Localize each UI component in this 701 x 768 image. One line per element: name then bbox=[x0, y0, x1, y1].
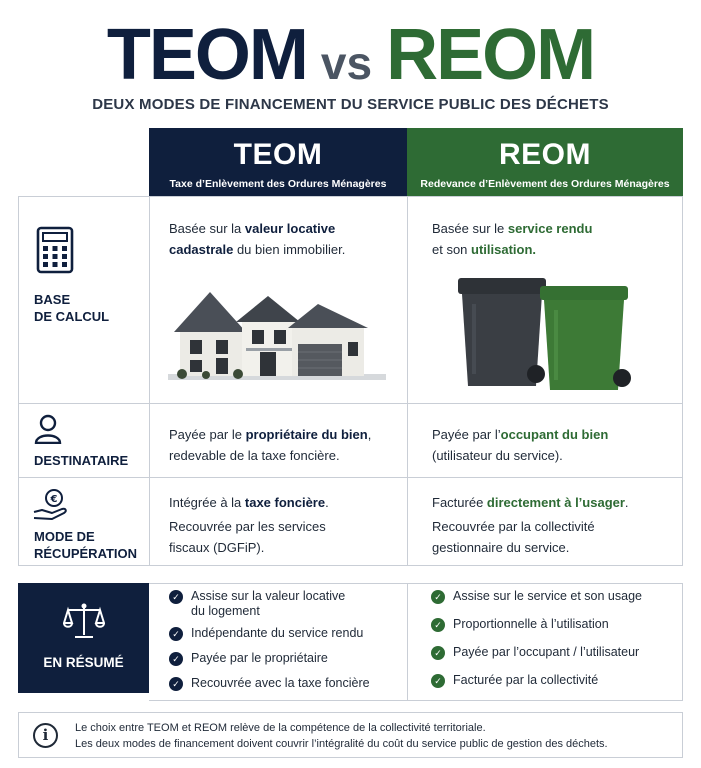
info-icon: i bbox=[33, 723, 58, 748]
summary-divider bbox=[407, 583, 408, 701]
summary-label: EN RÉSUMÉ bbox=[43, 655, 124, 670]
page-title bbox=[0, 14, 701, 96]
summary-reom-item: ✓ Proportionnelle à l’utilisation bbox=[431, 617, 676, 632]
title-teom: TEOM bbox=[106, 15, 307, 95]
summary-teom-item: ✓ Indépendante du service rendu bbox=[169, 626, 399, 641]
check-icon: ✓ bbox=[431, 646, 445, 660]
teom-mode-text: Intégrée à la taxe foncière. Recouvrée par les services fiscaux (DGFiP). bbox=[169, 495, 329, 555]
check-icon: ✓ bbox=[169, 627, 183, 641]
teom-full-name: Taxe d’Enlèvement des Ordures Ménagères bbox=[169, 178, 387, 190]
svg-text:€: € bbox=[50, 494, 58, 505]
summary-teom-item: ✓ Payée par le propriétaire bbox=[169, 651, 399, 666]
column-divider bbox=[149, 196, 150, 566]
column-divider bbox=[407, 196, 408, 566]
summary-label-box bbox=[18, 583, 149, 693]
title-reom: REOM bbox=[386, 15, 595, 95]
calculator-icon bbox=[36, 226, 74, 274]
hand-euro-icon bbox=[32, 488, 70, 522]
info-box bbox=[18, 712, 683, 758]
house-illustration bbox=[168, 282, 386, 384]
check-icon: ✓ bbox=[169, 590, 183, 604]
column-header-teom bbox=[149, 128, 407, 196]
title-vs: vs bbox=[320, 37, 373, 89]
scales-icon bbox=[63, 601, 105, 641]
teom-base-text: Basée sur la valeur locative cadastrale du bien immobilier. bbox=[169, 221, 346, 257]
row-divider bbox=[18, 477, 683, 478]
reom-destinataire-text: Payée par l’occupant du bien (utilisateur du service). bbox=[432, 427, 609, 463]
bins-illustration bbox=[452, 274, 634, 394]
row-label-base: BASE DE CALCUL bbox=[34, 292, 110, 324]
page-subtitle: DEUX MODES DE FINANCEMENT DU SERVICE PUBLIC DES DÉCHETS bbox=[92, 96, 609, 113]
column-header-reom bbox=[407, 128, 683, 196]
person-icon bbox=[34, 414, 62, 444]
teom-name: TEOM bbox=[233, 138, 323, 171]
info-text: Le choix entre TEOM et REOM relève de la compétence de la collectivité territoriale. Les deux modes de financement doivent couvrir l’intégralité du coût du service public de gestion des déchets. bbox=[75, 722, 608, 750]
check-icon: ✓ bbox=[169, 677, 183, 691]
check-icon: ✓ bbox=[431, 674, 445, 688]
summary-reom-item: ✓ Facturée par la collectivité bbox=[431, 673, 676, 688]
summary-teom-item: ✓ Assise sur la valeur locative du logement bbox=[169, 589, 399, 619]
check-icon: ✓ bbox=[169, 652, 183, 666]
row-label-destinataire: DESTINATAIRE bbox=[34, 453, 129, 468]
summary-teom-item: ✓ Recouvrée avec la taxe foncière bbox=[169, 676, 399, 691]
reom-full-name: Redevance d’Enlèvement des Ordures Ménagères bbox=[420, 178, 670, 190]
summary-reom-item: ✓ Assise sur le service et son usage bbox=[431, 589, 676, 604]
row-divider bbox=[18, 403, 683, 404]
row-label-mode: MODE DE RÉCUPÉRATION bbox=[34, 529, 138, 561]
summary-reom-item: ✓ Payée par l’occupant / l’utilisateur bbox=[431, 645, 676, 660]
reom-name: REOM bbox=[499, 138, 591, 171]
teom-destinataire-text: Payée par le propriétaire du bien, redevable de la taxe foncière. bbox=[169, 427, 372, 463]
reom-mode-text: Facturée directement à l’usager. Recouvrée par la collectivité gestionnaire du service. bbox=[432, 495, 629, 555]
check-icon: ✓ bbox=[431, 618, 445, 632]
reom-base-text: Basée sur le service rendu et son utilisation. bbox=[432, 221, 593, 257]
check-icon: ✓ bbox=[431, 590, 445, 604]
